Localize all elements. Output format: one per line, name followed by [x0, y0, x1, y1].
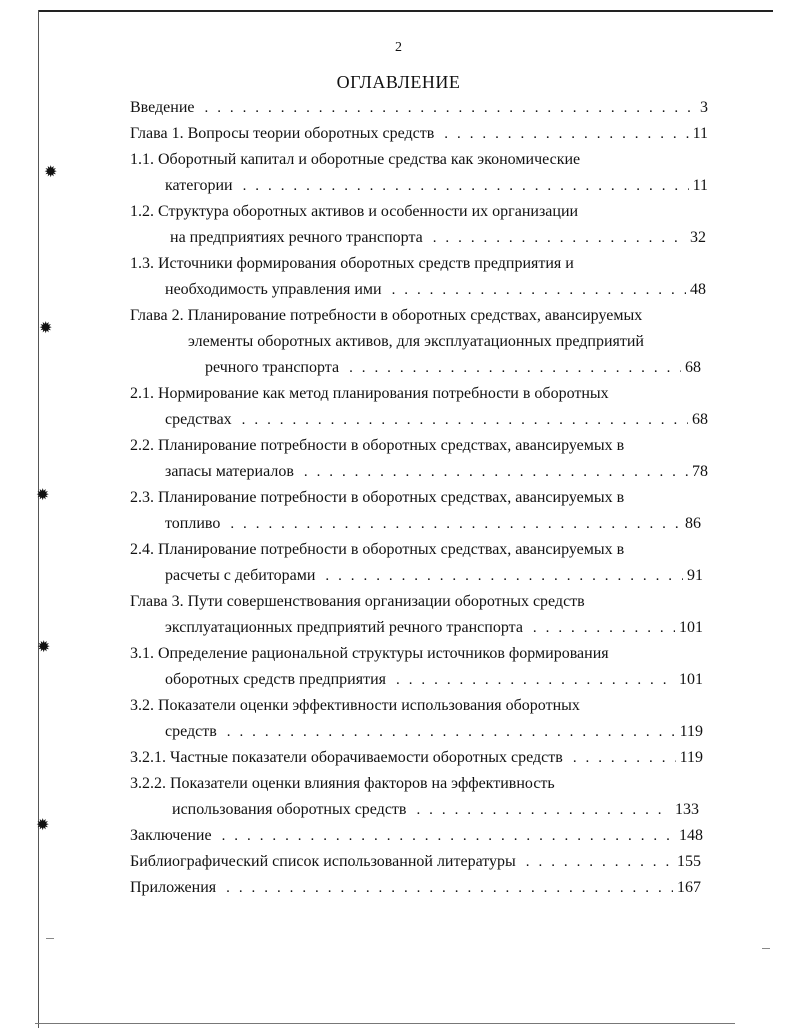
toc-entry-label: расчеты с дебиторами — [165, 567, 316, 584]
toc-entry-label: Библиографический список использованной литературы — [130, 853, 516, 870]
toc-entry-label: Приложения — [130, 879, 217, 896]
toc-entry-page: 148 — [679, 827, 703, 844]
toc-entry-3-2-1[interactable] — [130, 746, 703, 770]
dot-leader — [222, 824, 675, 848]
toc-entry-chapter-3-cont[interactable] — [165, 616, 703, 640]
toc-entry-page: 32 — [690, 229, 706, 246]
dot-leader — [392, 278, 686, 302]
dot-leader — [243, 174, 689, 198]
toc-entry-3-2-cont[interactable] — [165, 720, 703, 744]
toc-title: ОГЛАВЛЕНИЕ — [336, 72, 461, 92]
dot-leader — [226, 876, 673, 900]
scan-hole-mark: ✹ — [36, 817, 50, 834]
toc-entry-appendices[interactable] — [130, 876, 701, 900]
scan-hole-mark: ✹ — [37, 639, 51, 656]
toc-entry-2-4-cont[interactable] — [165, 564, 703, 588]
toc-entry-page: 11 — [692, 177, 708, 194]
toc-entry-chapter-2-label[interactable]: Глава 2. Планирование потребности в оборотных средствах, авансируемых — [130, 307, 643, 324]
toc-entry-2-1-cont[interactable] — [165, 408, 708, 432]
page-number: 2 — [395, 40, 402, 55]
toc-entry-label: Введение — [130, 99, 195, 116]
toc-entry-page: 11 — [692, 125, 708, 142]
toc-entry-3-2-2-label[interactable]: 3.2.2. Показатели оценки влияния факторов на эффективность — [130, 775, 555, 792]
dot-leader — [227, 720, 676, 744]
toc-entry-2-2-label[interactable]: 2.2. Планирование потребности в оборотных средствах, авансируемых в — [130, 437, 625, 454]
toc-entry-label: категории — [165, 177, 233, 194]
toc-entry-label: средствах — [165, 411, 232, 428]
toc-entry-3-1-cont[interactable] — [165, 668, 703, 692]
toc-entry-3-2-2-cont[interactable] — [172, 798, 699, 822]
toc-entry-page: 133 — [675, 801, 699, 818]
toc-entry-2-3-cont[interactable] — [165, 512, 701, 536]
toc-entry-page: 3 — [700, 99, 708, 116]
dot-leader — [526, 850, 673, 874]
toc-entry-label: использования оборотных средств — [172, 801, 407, 818]
toc-entry-2-2-cont[interactable] — [165, 460, 708, 484]
toc-entry-label: Заключение — [130, 827, 212, 844]
toc-entry-label: необходимость управления ими — [165, 281, 382, 298]
toc-entry-page: 167 — [677, 879, 701, 896]
dot-leader — [444, 122, 688, 146]
toc-entry-page: 78 — [692, 463, 708, 480]
toc-entry-label: 3.2.1. Частные показатели оборачиваемости оборотных средств — [130, 749, 563, 766]
toc-entry-2-3-label[interactable]: 2.3. Планирование потребности в оборотных средствах, авансируемых в — [130, 489, 625, 506]
toc-entry-page: 68 — [685, 359, 701, 376]
toc-entry-introduction[interactable] — [130, 96, 708, 120]
toc-entry-page: 119 — [679, 723, 703, 740]
toc-entry-label: оборотных средств предприятия — [165, 671, 387, 688]
scan-hole-mark: ✹ — [39, 320, 53, 337]
toc-entry-label: Глава 1. Вопросы теории оборотных средств — [130, 125, 435, 142]
toc-entry-page: 91 — [687, 567, 703, 584]
toc-entry-page: 86 — [685, 515, 701, 532]
page-border-top — [38, 10, 773, 12]
toc-entry-3-2-label[interactable]: 3.2. Показатели оценки эффективности использования оборотных — [130, 697, 580, 714]
scan-mark — [46, 938, 54, 939]
toc-entry-chapter-2-cont-last[interactable] — [205, 356, 701, 380]
page-border-bottom — [35, 1023, 735, 1024]
toc-entry-label: эксплуатационных предприятий речного транспорта — [165, 619, 523, 636]
toc-entry-page: 155 — [677, 853, 701, 870]
dot-leader — [304, 460, 688, 484]
scan-mark — [762, 948, 770, 949]
dot-leader — [325, 564, 683, 588]
toc-entry-page: 101 — [679, 619, 703, 636]
toc-entry-1-3-cont[interactable] — [165, 278, 706, 302]
toc-entry-label: запасы материалов — [165, 463, 294, 480]
toc-entry-page: 119 — [679, 749, 703, 766]
dot-leader — [433, 226, 686, 250]
toc-entry-1-3-label[interactable]: 1.3. Источники формирования оборотных средств предприятия и — [130, 255, 574, 272]
toc-entry-label: на предприятиях речного транспорта — [170, 229, 423, 246]
dot-leader — [573, 746, 676, 770]
toc-entry-page: 48 — [690, 281, 706, 298]
dot-leader — [242, 408, 688, 432]
toc-entry-page: 68 — [692, 411, 708, 428]
toc-entry-1-1-label[interactable]: 1.1. Оборотный капитал и оборотные средства как экономические — [130, 151, 581, 168]
toc-entry-label: средств — [165, 723, 217, 740]
dot-leader — [533, 616, 675, 640]
dot-leader — [396, 668, 675, 692]
scan-hole-mark: ✹ — [44, 164, 58, 181]
page-border-left — [38, 10, 39, 1028]
dot-leader — [205, 96, 697, 120]
toc-entry-label: речного транспорта — [205, 359, 340, 376]
toc-entry-1-1-cont[interactable] — [165, 174, 708, 198]
toc-entry-page: 101 — [679, 671, 703, 688]
toc-entry-label: топливо — [165, 515, 221, 532]
toc-entry-1-2-cont[interactable] — [170, 226, 706, 250]
toc-entry-conclusion[interactable] — [130, 824, 703, 848]
dot-leader — [416, 798, 671, 822]
toc-entry-2-4-label[interactable]: 2.4. Планирование потребности в оборотных средствах, авансируемых в — [130, 541, 625, 558]
toc-entry-chapter-2-cont[interactable]: элементы оборотных активов, для эксплуатационных предприятий — [188, 333, 644, 350]
dot-leader — [349, 356, 681, 380]
toc-entry-chapter-3-label[interactable]: Глава 3. Пути совершенствования организации оборотных средств — [130, 593, 585, 610]
scan-hole-mark: ✹ — [36, 487, 50, 504]
dot-leader — [230, 512, 681, 536]
toc-entry-1-2-label[interactable]: 1.2. Структура оборотных активов и особенности их организации — [130, 203, 579, 220]
toc-entry-3-1-label[interactable]: 3.1. Определение рациональной структуры источников формирования — [130, 645, 609, 662]
toc-entry-bibliography[interactable] — [130, 850, 701, 874]
toc-entry-chapter-1[interactable] — [130, 122, 708, 146]
toc-entry-2-1-label[interactable]: 2.1. Нормирование как метод планирования потребности в оборотных — [130, 385, 609, 402]
